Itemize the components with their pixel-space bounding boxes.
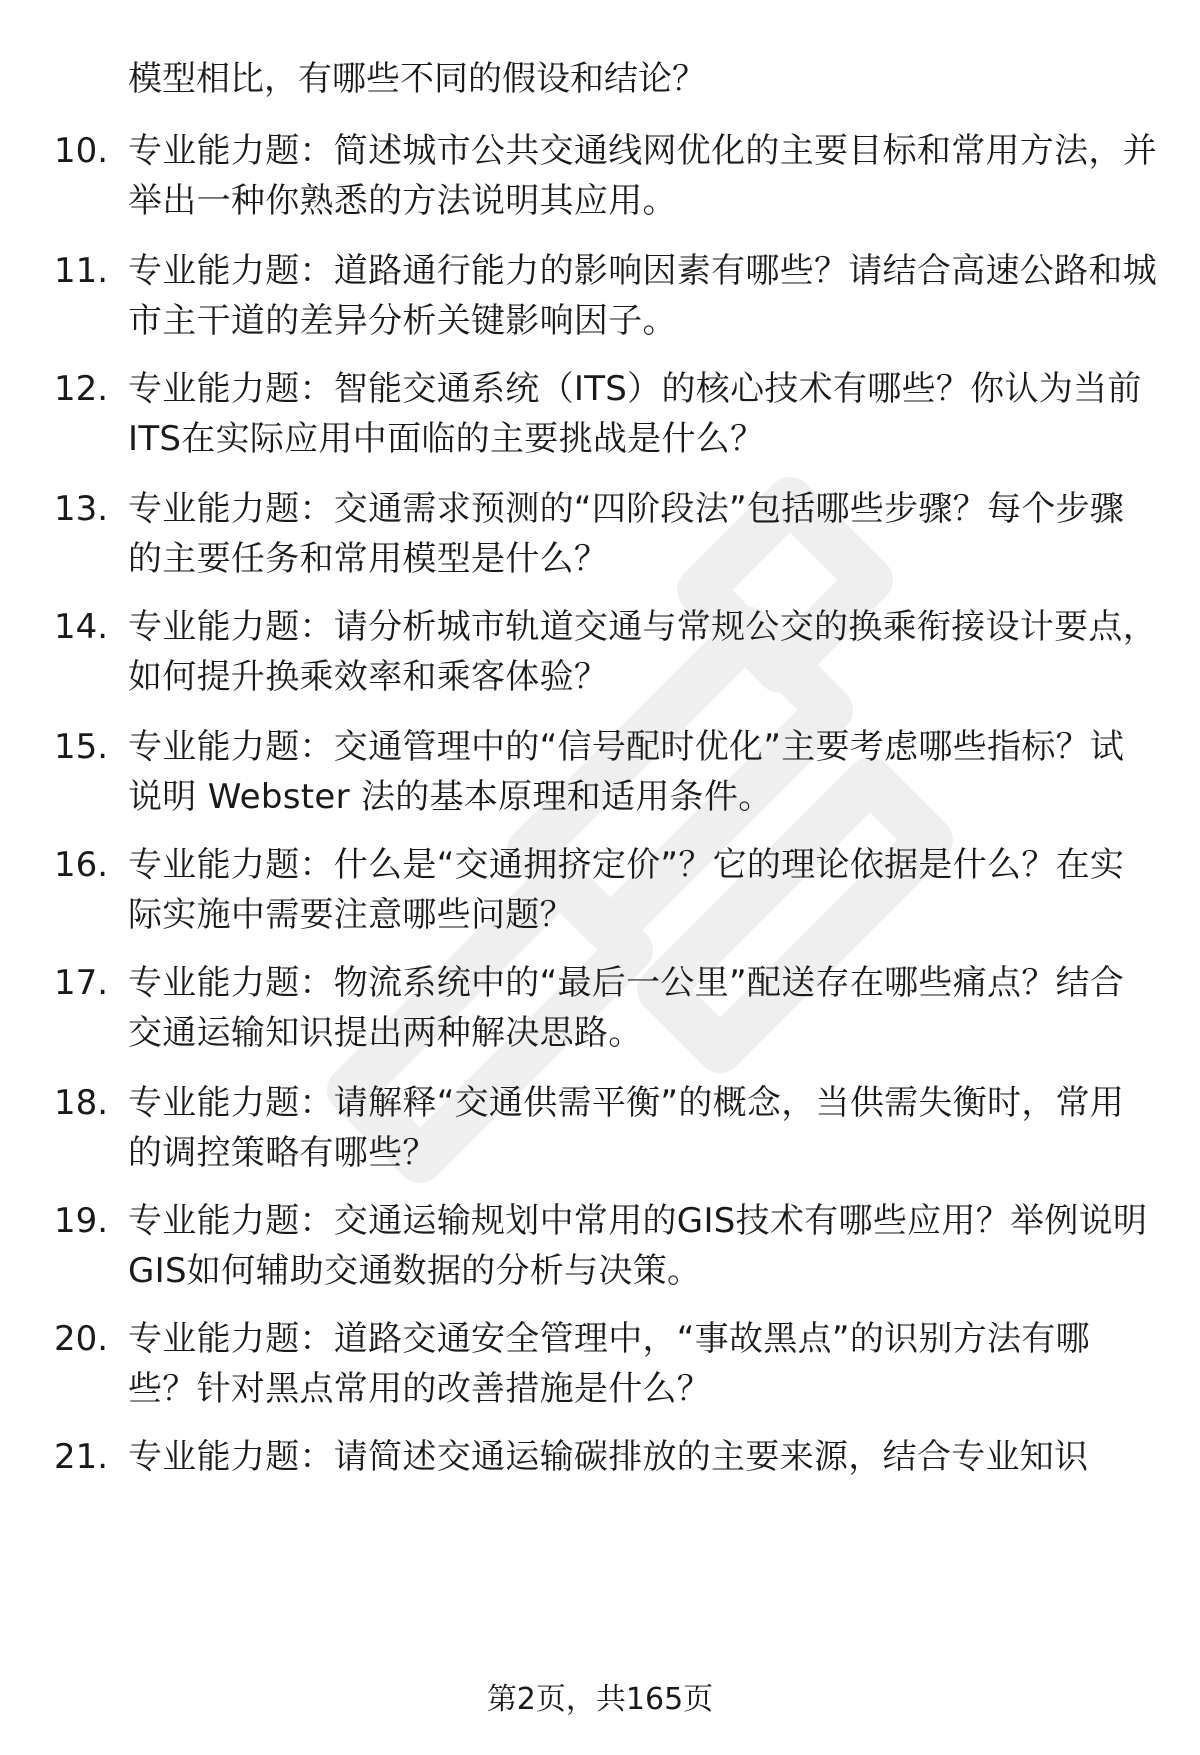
question-number: 17.: [54, 963, 109, 1003]
question-text: 专业能力题：交通运输规划中常用的GIS技术有哪些应用？举例说明GIS如何辅助交通数据的分析与决策。: [128, 1201, 1148, 1291]
question-text: 专业能力题：交通需求预测的“四阶段法”包括哪些步骤？每个步骤的主要任务和常用模型是什么？: [128, 489, 1125, 579]
question-text: 专业能力题：请解释“交通供需平衡”的概念，当供需失衡时，常用的调控策略有哪些？: [128, 1083, 1125, 1173]
question-number: 18.: [54, 1083, 109, 1123]
question-text: 专业能力题：请简述交通运输碳排放的主要来源，结合专业知识: [128, 1437, 1089, 1477]
question-text: 专业能力题：什么是“交通拥挤定价”？它的理论依据是什么？在实际实施中需要注意哪些问题？: [128, 845, 1125, 935]
question-number: 20.: [54, 1319, 109, 1359]
question-number: 13.: [54, 489, 109, 529]
question-text: 专业能力题：智能交通系统（ITS）的核心技术有哪些？你认为当前ITS在实际应用中面临的主要挑战是什么？: [128, 369, 1142, 459]
question-text: 专业能力题：交通管理中的“信号配时优化”主要考虑哪些指标？试说明 Webster 法的基本原理和适用条件。: [128, 727, 1125, 817]
page-number-footer: 第2页，共165页: [486, 1682, 714, 1717]
question-number: 21.: [54, 1437, 109, 1477]
question-number: 12.: [54, 369, 109, 409]
question-text: 专业能力题：请分析城市轨道交通与常规公交的换乘衔接设计要点，如何提升换乘效率和乘客体验？: [128, 607, 1157, 697]
question-text: 专业能力题：道路交通安全管理中，“事故黑点”的识别方法有哪些？针对黑点常用的改善措施是什么？: [128, 1319, 1090, 1409]
question-number: 10.: [54, 131, 109, 171]
question-text: 专业能力题：物流系统中的“最后一公里”配送存在哪些痛点？结合交通运输知识提出两种解决思路。: [128, 963, 1125, 1053]
question-text: 专业能力题：简述城市公共交通线网优化的主要目标和常用方法，并举出一种你熟悉的方法说明其应用。: [128, 131, 1157, 221]
continued-question-text: 模型相比，有哪些不同的假设和结论？: [128, 59, 706, 99]
question-number: 15.: [54, 727, 109, 767]
question-number: 14.: [54, 607, 109, 647]
question-number: 16.: [54, 845, 109, 885]
question-text: 专业能力题：道路通行能力的影响因素有哪些？请结合高速公路和城市主干道的差异分析关键影响因子。: [128, 251, 1157, 341]
question-number: 19.: [54, 1201, 109, 1241]
question-number: 11.: [54, 251, 109, 291]
